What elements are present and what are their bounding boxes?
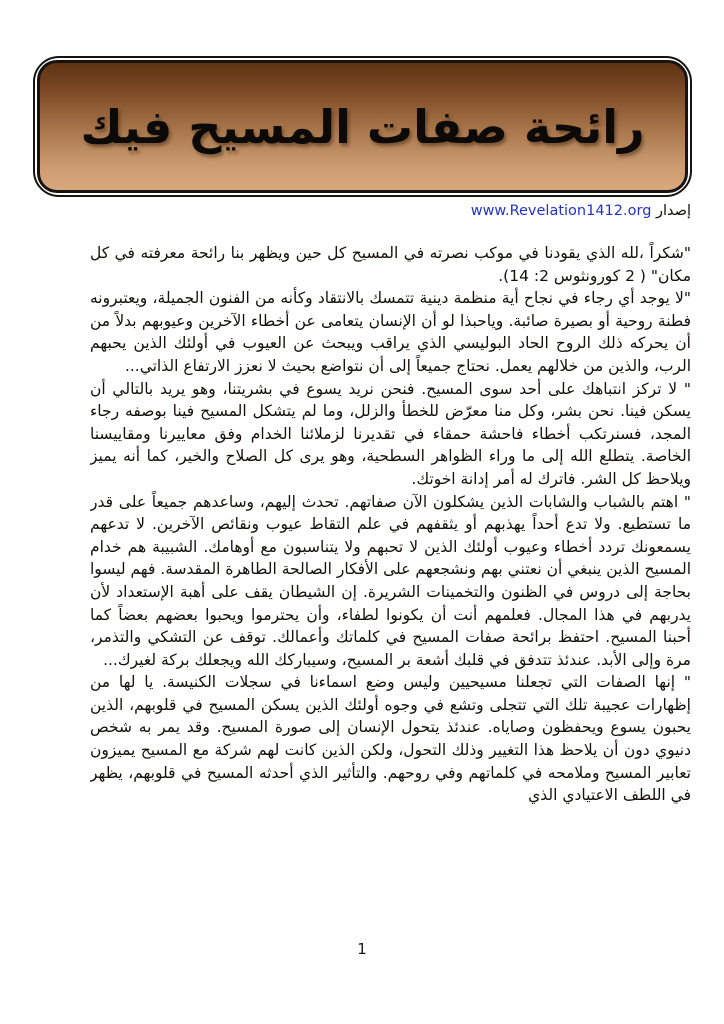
issuer-url-link[interactable]: www.Revelation1412.org: [470, 203, 652, 219]
page-number: 1: [357, 940, 367, 958]
issuer-line: [471, 203, 691, 219]
body-paragraph: "لا يوجد أي رجاء في نجاح أية منظمة دينية تتمسك بالانتقاد وكأنه من الفنون الجميلة، ويعتبرونه فطنة روحية أو بصيرة صائبة. وياحبذا لو أن الإنسان يتعامى عن أخطاء الآخرين وعيوبهم بدلاً من أن يحركه ذلك الروح الحاد البوليسي الذي يراقب ويبحث عن العيوب في أولئك الذين يحبهم الرب، والذين من خلالهم يعمل. نحتاج جميعاً إلى أن نتواضع بحيث لا نعزز الارتفاع الذاتي...: [90, 289, 691, 375]
body-paragraph: " إنها الصفات التي تجعلنا مسيحيين وليس وضع اسماءنا في سجلات الكنيسة. يا لها من إظهارات عجيبة تلك التي تتجلى وتشع في وجوه أولئك الذين يسكن المسيح في قلوبهم، الذين يحبون يسوع ويحفظون وصاياه. عندئذ يتحول الإنسان إلى صورة المسيح. وقد يمر به شخص دنيوي دون أن يلاحظ هذا التغيير وذلك التحول، ولكن الذين كانت لهم شركة مع المسيح يميزون تعابير المسيح وملامحه في كلماتهم وفي روحهم. والتأثير الذي أحدثه المسيح في قلوبهم، يظهر في اللطف الاعتيادي الذي: [90, 673, 691, 805]
body-paragraph: " اهتم بالشباب والشابات الذين يشكلون الآن صفاتهم. تحدث إليهم، وساعدهم جميعاً على قدر ما تستطيع. ولا تدع أحداً يهذبهم أو يثقفهم في علم التقاط عيوب ونقائص الآخرين. لا تدعهم يسمعونك تردد أخطاء وعيوب أولئك الذين لا تحبهم ولا يتناسبون مع أوهامك. الشبيبة هم خدام المسيح الذين ينبغي أن نعتني بهم ونشجعهم على الأفكار الصالحة الطاهرة المقدسة. فهم ليسوا بحاجة إلى دروس في الظنون والتخمينات الشريرة. إن الشيطان يقف على أهبة الإستعداد لأن يدربهم في هذا المجال. فعلمهم أنت أن يكونوا لطفاء، وأن يحترموا ويحبوا بعضهم بعضاً كما أحبنا المسيح. احتفظ برائحة صفات المسيح في كلماتك وأعمالك. توقف عن التشكي والتذمر، مرة وإلى الأبد. عندئذ تتدفق في قلبك أشعة بر المسيح، وسيباركك الله ويجعلك بركة لغيرك...: [90, 492, 691, 669]
title-banner-fill: [37, 60, 688, 193]
body-text: [90, 242, 691, 918]
page-title: رائحة صفات المسيح فيك: [80, 99, 645, 154]
body-paragraph: " لا تركز انتباهك على أحد سوى المسيح. فنحن نريد يسوع في بشريتنا، وهو يريد بالتالي أن يسكن فينا. نحن بشر، وكل منا معرّض للخطأ والزلل، وما لم يتشكل المسيح فينا بوصفه رجاء المجد، فسنرتكب أخطاء فاحشة حمقاء في تقديرنا لزملائنا الخدام وفق معاييرنا ومقاييسنا الخاصة. يتطلع الله إلى ما وراء الظواهر السطحية، وهو يرى كل الصلاح والخير، كما أنه يميز ويلاحظ كل الشر. فاترك له أمر إدانة اخوتك.: [90, 379, 691, 488]
body-paragraph: "شكراً ،لله الذي يقودنا في موكب نصرته في المسيح كل حين ويظهر بنا رائحة معرفته في كل مكان" ( 2 كورونثوس 2: 14).: [90, 244, 691, 285]
title-banner: [33, 56, 692, 197]
issuer-label: إصدار: [656, 203, 691, 219]
